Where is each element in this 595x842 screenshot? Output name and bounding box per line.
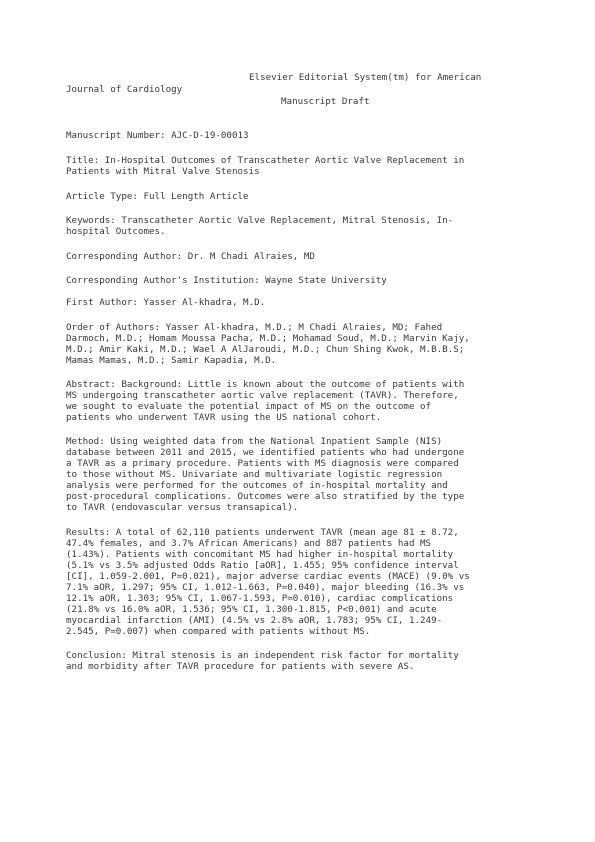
abstract-method-line: Method: Using weighted data from the National Inpatient Sample (NIS) [66,436,443,447]
first-author: First Author: Yasser Al-khadra, M.D. [66,297,266,308]
authors-line: Mamas Mamas, M.D.; Samir Kapadia, M.D. [66,355,277,366]
abstract-method-line: to those without MS. Univariate and multivariate logistic regression [66,469,443,480]
abstract-results-line: (21.8% vs 16.0% aOR, 1.536; 95% CI, 1.300-1.815, P<0.001) and acute [66,604,437,615]
abstract-method-line: database between 2011 and 2015, we identified patients who had undergone [66,447,465,458]
abstract-results-line: myocardial infarction (AMI) (4.5% vs 2.8% aOR, 1.783; 95% CI, 1.249- [66,615,443,626]
abstract-results-line: 47.4% females, and 3.7% African Americans) and 887 patients had MS [66,538,432,549]
abstract-results-line: 12.1% aOR, 1.303; 95% CI, 1.067-1.593, P=0.010), cardiac complications [66,593,454,604]
header-journal-line: Journal of Cardiology [66,84,183,95]
abstract-conclusion-line: and morbidity after TAVR procedure for patients with severe AS. [66,661,415,672]
abstract-background-line: patients who underwent TAVR using the US national cohort. [66,412,382,423]
abstract-method-line: analysis were performed for the outcomes of in-hospital mortality and [66,480,448,491]
abstract-conclusion-line: Conclusion: Mitral stenosis is an independent risk factor for mortality [66,650,459,661]
abstract-background-line: Abstract: Background: Little is known about the outcome of patients with [66,379,465,390]
abstract-results-line: 7.1% aOR, 1.297; 95% CI, 1.012-1.663, P=0.040), major bleeding (16.3% vs [66,582,465,593]
corresponding-author: Corresponding Author: Dr. M Chadi Alraies, MD [66,251,315,262]
abstract-method-line: to TAVR (endovascular versus transapical). [66,502,299,513]
abstract-results-line: (5.1% vs 3.5% adjusted Odds Ratio [aOR], 1.455; 95% confidence interval [66,560,459,571]
abstract-results-line: (1.43%). Patients with concomitant MS had higher in-hospital mortality [66,549,454,560]
article-type: Article Type: Full Length Article [66,191,249,202]
abstract-results-line: 2.545, P=0.007) when compared with patients without MS. [66,626,371,637]
manuscript-number: Manuscript Number: AJC-D-19-00013 [66,130,249,141]
author-institution: Corresponding Author's Institution: Wayne State University [66,275,387,286]
abstract-background-line: we sought to evaluate the potential impact of MS on the outcome of [66,401,432,412]
authors-line: Darmoch, M.D.; Homam Moussa Pacha, M.D.; Mohamad Soud, M.D.; Marvin Kajy, [66,333,470,344]
keywords-line: Keywords: Transcatheter Aortic Valve Replacement, Mitral Stenosis, In- [66,215,454,226]
authors-line: M.D.; Amir Kaki, M.D.; Wael A AlJaroudi, M.D.; Chun Shing Kwok, M.B.B.S; [66,344,465,355]
abstract-background-line: MS undergoing transcatheter aortic valve replacement (TAVR). Therefore, [66,390,459,401]
title-line: Patients with Mitral Valve Stenosis [66,166,260,177]
keywords-line: hospital Outcomes. [66,226,166,237]
abstract-method-line: a TAVR as a primary procedure. Patients with MS diagnosis were compared [66,458,459,469]
header-system-line: Elsevier Editorial System(tm) for American [249,72,482,83]
abstract-method-line: post-procedural complications. Outcomes were also stratified by the type [66,491,465,502]
header-draft-line: Manuscript Draft [281,96,370,107]
title-line: Title: In-Hospital Outcomes of Transcatheter Aortic Valve Replacement in [66,155,465,166]
authors-line: Order of Authors: Yasser Al-khadra, M.D.; M Chadi Alraies, MD; Fahed [66,322,443,333]
abstract-results-line: Results: A total of 62,110 patients underwent TAVR (mean age 81 ± 8.72, [66,527,459,538]
abstract-results-line: [CI], 1.059-2.001, P=0.021), major adverse cardiac events (MACE) (9.0% vs [66,571,470,582]
